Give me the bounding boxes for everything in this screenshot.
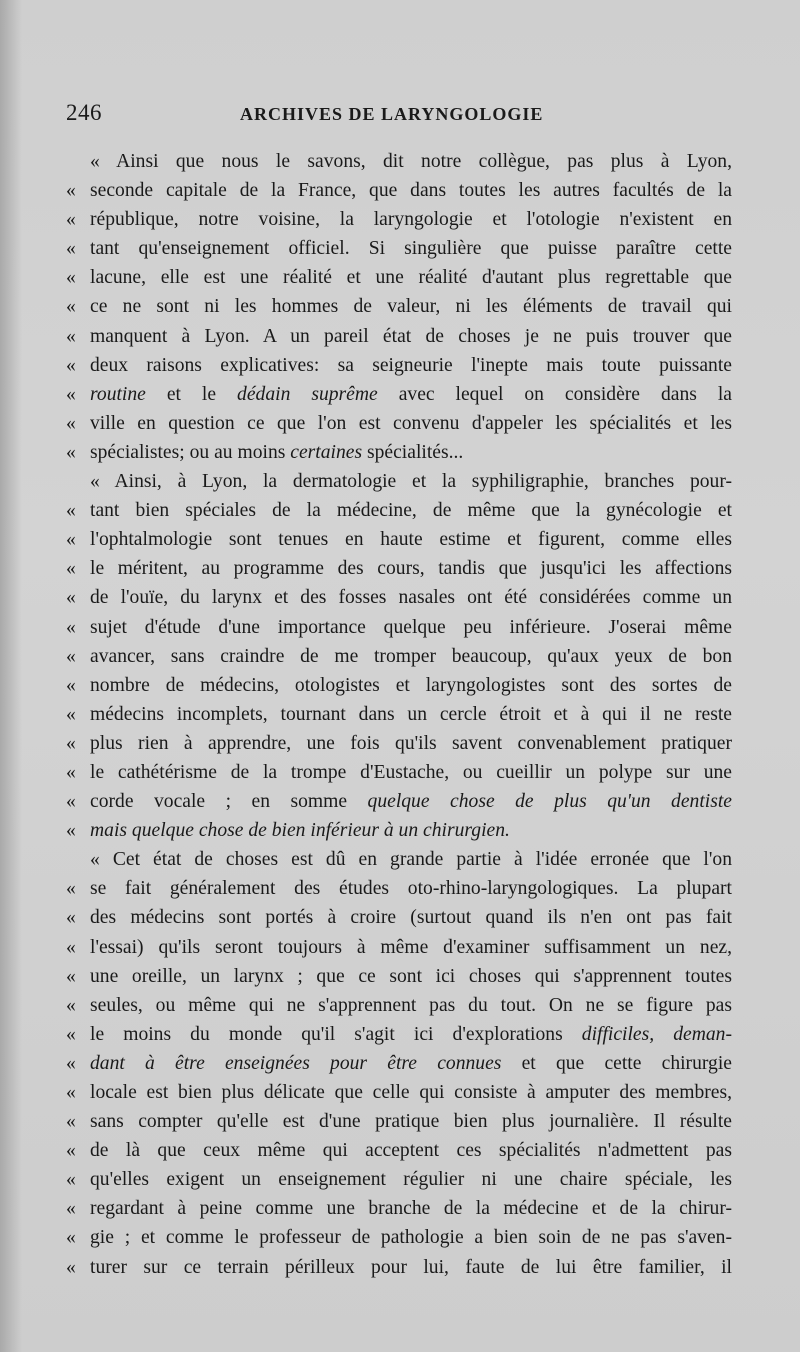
- text-segment: nombre de médecins, otologistes et laryngologistes sont des sortes de: [90, 674, 732, 696]
- italic-text: dant à être enseignées pour être connues: [90, 1052, 502, 1074]
- text-line: [66, 816, 732, 845]
- text-segment: lacune, elle est une réalité et une réalité d'autant plus regrettable que: [90, 267, 732, 289]
- text-segment: avec lequel on considère dans la: [377, 383, 732, 405]
- text-segment: des médecins sont portés à croire (surtout quand ils n'en ont pas fait: [90, 907, 732, 929]
- text-segment: et le: [145, 383, 238, 405]
- text-line: [66, 496, 732, 525]
- text-line: [66, 234, 732, 263]
- text-line: [66, 147, 732, 176]
- text-line: [66, 1020, 732, 1049]
- text-line: [66, 1107, 732, 1136]
- text-line: [66, 700, 732, 729]
- quote-mark: «: [66, 994, 76, 1016]
- text-line: [66, 467, 732, 496]
- text-segment: l'ophtalmologie sont tenues en haute estime et figurent, comme elles: [90, 529, 732, 551]
- text-segment: « Ainsi, à Lyon, la dermatologie et la syphiligraphie, branches pour-: [90, 471, 732, 493]
- text-segment: et que cette chirurgie: [501, 1052, 732, 1074]
- quote-mark: «: [66, 1256, 76, 1278]
- italic-text: mais quelque chose de bien inférieur à un chirurgien.: [90, 820, 510, 842]
- quote-mark: «: [66, 1169, 76, 1191]
- text-segment: tant bien spéciales de la médecine, de même que la gynécologie et: [90, 500, 732, 522]
- quote-mark: «: [66, 1198, 76, 1220]
- text-segment: le cathétérisme de la trompe d'Eustache, ou cueillir un polype sur une: [90, 761, 732, 783]
- text-segment: ville en question ce que l'on est convenu d'appeler les spécialités et les: [90, 412, 732, 434]
- text-segment: tant qu'enseignement officiel. Si singulière que puisse paraître cette: [90, 238, 732, 260]
- text-line: [66, 409, 732, 438]
- text-line: [66, 292, 732, 321]
- quote-mark: «: [66, 820, 76, 842]
- quote-mark: «: [66, 529, 76, 551]
- text-line: [66, 787, 732, 816]
- quote-mark: «: [66, 645, 76, 667]
- text-segment: gie ; et comme le professeur de pathologie a bien soin de ne pas s'aven-: [90, 1227, 732, 1249]
- text-segment: qu'elles exigent un enseignement régulier ni une chaire spéciale, les: [90, 1169, 732, 1191]
- quote-mark: «: [66, 703, 76, 725]
- text-line: [66, 525, 732, 554]
- text-line: [66, 438, 732, 467]
- text-segment: sans compter qu'elle est d'une pratique bien plus journalière. Il résulte: [90, 1111, 732, 1133]
- quote-mark: «: [66, 354, 76, 376]
- page-edge-shadow: [0, 0, 22, 1352]
- text-segment: une oreille, un larynx ; que ce sont ici choses qui s'apprennent toutes: [90, 965, 732, 987]
- quote-mark: «: [66, 412, 76, 434]
- quote-mark: «: [66, 1082, 76, 1103]
- quote-mark: «: [66, 558, 76, 580]
- text-line: [66, 874, 732, 903]
- text-segment: seules, ou même qui ne s'apprennent pas du tout. On ne se figure pas: [90, 994, 732, 1016]
- text-segment: turer sur ce terrain périlleux pour lui, faute de lui être familier, il: [90, 1256, 732, 1278]
- text-segment: « Cet état de choses est dû en grande partie à l'idée erronée que l'on: [90, 849, 732, 871]
- text-line: [66, 1136, 732, 1165]
- text-segment: regardant à peine comme une branche de la médecine et de la chirur-: [90, 1198, 732, 1220]
- quote-mark: «: [66, 500, 76, 522]
- text-segment: corde vocale ; en somme: [90, 791, 368, 813]
- running-title: ARCHIVES DE LARYNGOLOGIE: [240, 104, 544, 124]
- text-line: [66, 263, 732, 292]
- italic-text: certaines: [290, 441, 363, 463]
- text-segment: république, notre voisine, la laryngologie et l'otologie n'existent en: [90, 209, 732, 231]
- quote-mark: «: [66, 907, 76, 929]
- text-segment: se fait généralement des études oto-rhino-laryngologiques. La plupart: [90, 878, 732, 900]
- quote-mark: «: [66, 878, 76, 900]
- text-line: [66, 176, 732, 205]
- text-line: [66, 554, 732, 583]
- quote-mark: «: [66, 587, 76, 609]
- quote-mark: «: [66, 732, 76, 754]
- text-line: [66, 758, 732, 787]
- quote-mark: «: [66, 209, 76, 231]
- text-segment: l'essai) qu'ils seront toujours à même d'examiner suffisamment un nez,: [90, 936, 732, 958]
- text-segment: de l'ouïe, du larynx et des fosses nasales ont été considérées comme un: [90, 587, 732, 609]
- quote-mark: «: [66, 791, 76, 813]
- text-segment: spécialités...: [362, 441, 464, 463]
- text-segment: locale est bien plus délicate que celle qui consiste à amputer des membres,: [90, 1082, 732, 1103]
- italic-text: dédain suprême: [237, 383, 378, 405]
- text-segment: le moins du monde qu'il s'agit ici d'explorations: [90, 1023, 582, 1045]
- text-line: [66, 1223, 732, 1252]
- text-line: [66, 583, 732, 612]
- text-segment: manquent à Lyon. A un pareil état de choses je ne puis trouver que: [90, 325, 732, 347]
- text-line: [66, 903, 732, 932]
- text-line: [66, 671, 732, 700]
- italic-text: routine: [90, 383, 146, 405]
- text-segment: deux raisons explicatives: sa seigneurie l'inepte mais toute puissante: [90, 354, 732, 376]
- text-segment: plus rien à apprendre, une fois qu'ils savent convenablement pratiquer: [90, 732, 732, 754]
- quote-mark: «: [66, 267, 76, 289]
- quote-mark: «: [66, 674, 76, 696]
- italic-text: difficiles, deman-: [581, 1023, 732, 1045]
- quote-mark: «: [66, 1140, 76, 1162]
- quote-mark: «: [66, 761, 76, 783]
- quote-mark: «: [66, 180, 76, 202]
- quote-mark: «: [66, 1227, 76, 1249]
- text-segment: le méritent, au programme des cours, tandis que jusqu'ici les affections: [90, 558, 732, 580]
- text-line: [66, 322, 732, 351]
- text-line: [66, 1253, 732, 1282]
- text-segment: de là que ceux même qui acceptent ces spécialités n'admettent pas: [90, 1140, 732, 1162]
- text-line: [66, 1078, 732, 1107]
- text-line: [66, 1165, 732, 1194]
- text-line: [66, 642, 732, 671]
- quote-mark: «: [66, 965, 76, 987]
- quote-mark: «: [66, 325, 76, 347]
- text-line: [66, 933, 732, 962]
- text-segment: médecins incomplets, tournant dans un cercle étroit et à qui il ne reste: [90, 703, 732, 725]
- text-line: [66, 380, 732, 409]
- text-segment: sujet d'étude d'une importance quelque peu inférieure. J'oserai même: [90, 616, 732, 638]
- italic-text: quelque chose de plus qu'un dentiste: [367, 791, 732, 813]
- text-line: [66, 991, 732, 1020]
- quote-mark: «: [66, 441, 76, 463]
- text-line: [66, 351, 732, 380]
- quote-mark: «: [66, 383, 76, 405]
- page-number: 246: [66, 100, 102, 125]
- text-segment: « Ainsi que nous le savons, dit notre collègue, pas plus à Lyon,: [90, 151, 732, 172]
- quote-mark: «: [66, 1023, 76, 1045]
- quote-mark: «: [66, 1111, 76, 1133]
- text-line: [66, 845, 732, 874]
- body-text: [66, 147, 732, 1282]
- text-line: [66, 1049, 732, 1078]
- quote-mark: «: [66, 1052, 76, 1074]
- text-line: [66, 613, 732, 642]
- quote-mark: «: [66, 238, 76, 260]
- quote-mark: «: [66, 936, 76, 958]
- text-segment: spécialistes; ou au moins: [90, 441, 291, 463]
- text-line: [66, 1194, 732, 1223]
- text-line: [66, 962, 732, 991]
- quote-mark: «: [66, 296, 76, 318]
- page-header: [66, 100, 730, 140]
- text-line: [66, 205, 732, 234]
- text-segment: avancer, sans craindre de me tromper beaucoup, qu'aux yeux de bon: [90, 645, 732, 667]
- text-segment: seconde capitale de la France, que dans toutes les autres facultés de la: [90, 180, 732, 202]
- text-segment: ce ne sont ni les hommes de valeur, ni les éléments de travail qui: [90, 296, 732, 318]
- text-line: [66, 729, 732, 758]
- quote-mark: «: [66, 616, 76, 638]
